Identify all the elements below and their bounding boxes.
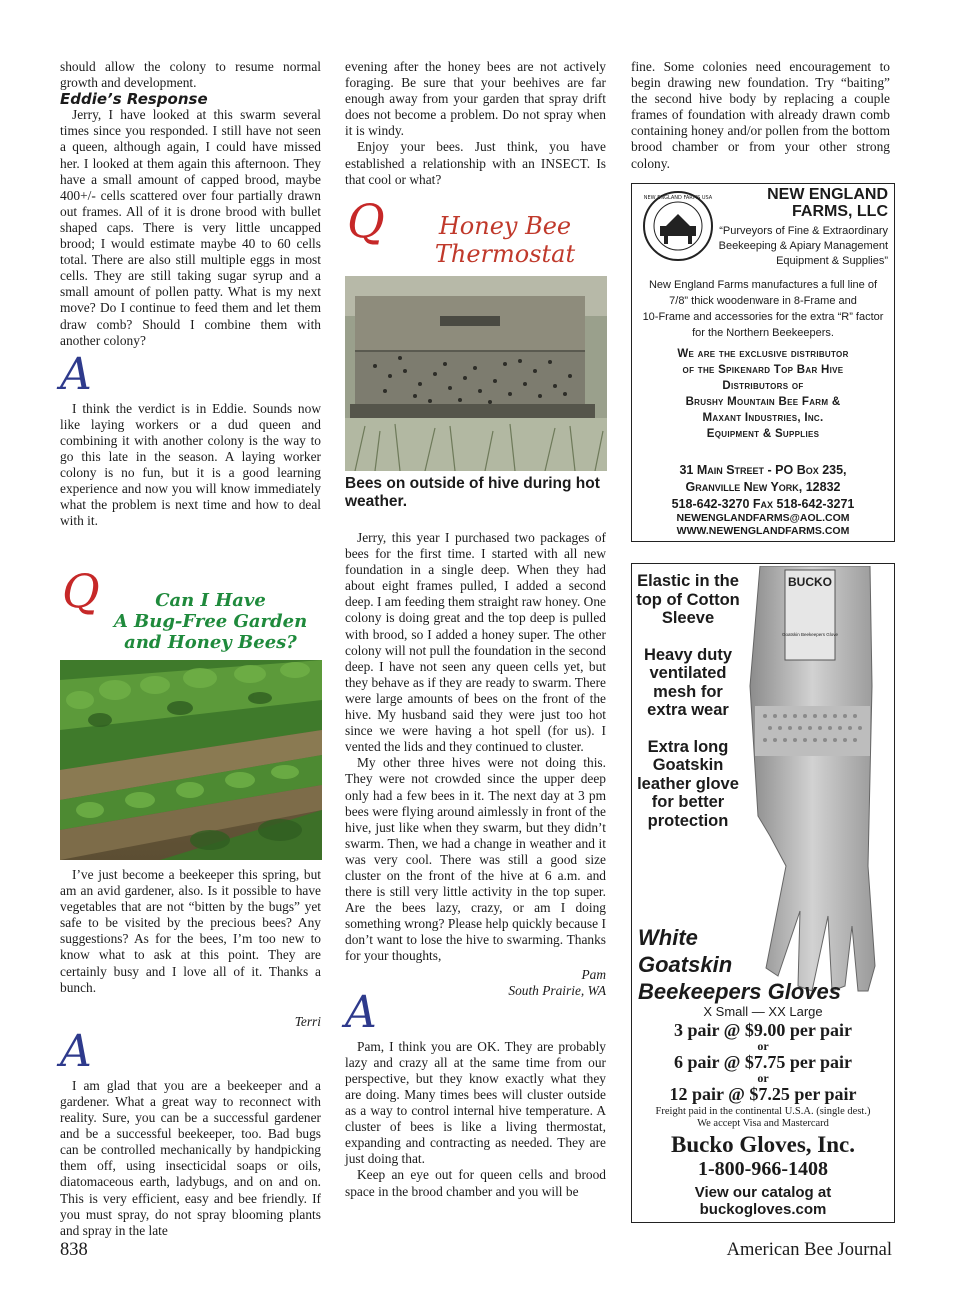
hive-photo (345, 276, 607, 471)
price-or: or (757, 1071, 769, 1085)
distributor-line: Equipment & Supplies (706, 428, 820, 440)
freight-text: Freight paid in the continental U.S.A. (single dest.) (655, 1106, 871, 1117)
company-name: Bucko Gloves, Inc. (670, 1132, 856, 1157)
address-line: Granville New York, 12832 (685, 480, 841, 494)
contact-info (634, 462, 892, 513)
price-tier: 12 pair @ $7.25 per pair (669, 1084, 857, 1104)
email-address: NEWENGLANDFARMS@AOL.COM (676, 512, 850, 524)
address-line: 31 Main Street - PO Box 235, (679, 463, 847, 477)
question-title (405, 212, 605, 268)
question-title-line: Can I Have (155, 590, 266, 611)
description-line: 10-Frame and accessories for the extra “R” factor (642, 311, 884, 323)
price-tier: 6 pair @ $7.75 per pair (673, 1052, 853, 1072)
feature-sleeve: Elastic in the top of Cotton Sleeve (636, 572, 740, 627)
distributor-line: Brushy Mountain Bee Farm & (685, 396, 841, 408)
paragraph: Pam, I think you are OK. They are probably lazy and crazy all at the same time from our perspective, but they know exactly what they are doing. Many times bees will cluster outside as a way to control internal hive temperature. A cluster of bees is like a living thermostat, expanding and contracting as needed. They are just doing that. (345, 1038, 606, 1167)
tagline-line: “Purveyors of Fine & Extraordinary (719, 225, 888, 237)
signature-location: South Prairie, WA (508, 982, 606, 998)
distributor-info (634, 346, 892, 442)
description-line: for the Northern Beekeepers. (692, 327, 834, 339)
journal-name: American Bee Journal (726, 1240, 892, 1260)
column-1-lower (60, 867, 321, 1239)
glove-features (634, 572, 742, 830)
new-england-farms-ad (631, 183, 895, 542)
phone-line: 518-642-3270 Fax 518-642-3271 (671, 497, 855, 511)
question-title-line: and Honey Bees? (124, 632, 297, 653)
price-tier: 3 pair @ $9.00 per pair (673, 1020, 853, 1040)
question-letter: Q (62, 564, 100, 618)
company-tagline (716, 224, 888, 269)
column-1 (60, 59, 321, 529)
paragraph: My other three hives were not doing this. They were not crowded since the upper deep only had a few bees in it. The next day at 3 pm bees were flying around aimlessly in front of the hive, just like when they swarm, but they didn’t swarm. Then, we had a change in weather and it was very cool. There was still a good size cluster on the front of the hive at 6 a.m. and there is still very little activity in the top super. Are the bees lazy, crazy, or am I doing something wrong? Please help quickly because I don’t want to lose the hive to swarming. Thanks for your thoughts, (345, 755, 606, 964)
question-heading-garden (60, 564, 321, 660)
paragraph: Jerry, this year I purchased two packages of bees for the first time. I started with all new foundation in a single deep. When they had about eight frames pulled, I added a second deep. I am feeding them straight raw honey. One colony is doing great and the top deep is pulled with brood, so I added a honey super. The other colony will not pull the foundation in the second deep. I have not seen any queen cells yet, but they behave as if they are ready to swarm. There were large amounts of bees on the front of the hive. My husband said they were just too hot since we were having a hot spell (for us). I vented the lids and they continued to cluster. (345, 530, 606, 755)
question-letter: Q (347, 194, 385, 248)
feature-mesh: Heavy duty ventilated mesh for extra wear (643, 645, 733, 719)
paragraph: I’ve just become a beekeeper this spring, but am an avid gardener, also. Is it possible to have vegetables that are not “bitten by the bugs” yet safe to be visited by the precious bees? Any suggestions? As for the bees, I’m too new to know what to ask at this point. They are certainly busy and I love all of it. Thanks a bunch. (60, 867, 321, 995)
tagline-line: Equipment & Supplies” (776, 255, 888, 267)
distributor-line: We are the exclusive distributor (677, 348, 849, 360)
answer-letter: A (345, 986, 377, 1038)
section-heading: Eddie’s Response (60, 90, 208, 109)
website-link[interactable]: buckogloves.com (699, 1201, 827, 1218)
question-title (100, 590, 321, 653)
question-title-line: A Bug-Free Garden (113, 611, 308, 632)
catalog-text: View our catalog at (694, 1184, 832, 1201)
paragraph: Enjoy your bees. Just think, you have established a relationship with an INSECT. Is that cool or what? (345, 139, 606, 187)
paragraph: I am glad that you are a beekeeper and a gardener. What a great way to reconnect with reality. Sure, you can be a successful gardener and be a successful beekeeper, too. Bad bugs can be controlled mechanically by handpicking them off, using insecticidal soaps or oils, diatomaceous earth, ladybugs, and on and on. This is very efficient, easy and bee friendly. If you must spray, do not spray blooming plants and spray in the late (60, 1077, 321, 1238)
product-title-line: Goatskin (638, 952, 733, 977)
label-brand: BUCKO (788, 575, 832, 589)
paragraph: evening after the honey bees are not actively foraging. Be sure that your beehives are far enough away from your garden that spray drift does not become a problem. Do not spray when it is windy. (345, 59, 606, 139)
product-title (638, 924, 888, 1005)
payment-text: We accept Visa and Mastercard (697, 1118, 829, 1129)
page-number: 838 (60, 1240, 88, 1260)
company-description (636, 277, 890, 341)
company-name-line: NEW ENGLAND (767, 186, 888, 203)
farm-logo-icon (642, 190, 714, 262)
catalog-info (632, 1184, 894, 1218)
bucko-gloves-ad (631, 563, 895, 1223)
feature-leather: Extra long Goatskin leather glove for better protection (637, 737, 739, 830)
phone-number: 1-800-966-1408 (698, 1158, 828, 1180)
column-3 (631, 59, 890, 172)
paragraph: should allow the colony to resume normal growth and development. (60, 59, 321, 91)
product-title-line: Beekeepers Gloves (638, 979, 842, 1004)
paragraph: Jerry, I have looked at this swarm several times since you responded. I still have not seen a queen, although again, I could have missed her. I looked at them again this afternoon. They have a small amount of capped brood, maybe 400+/- cells scattered over four partially drawn out frames. All of it is drone brood with bullet shaped caps. There is very little uncapped brood; I would estimate maybe 40 to 60 cells total. There are also still multiple eggs in most cells. They are still taking sugar syrup and a small amount of pollen patty. What is my next move? Do I continue to feed them and let them draw comb? Should I combine them with another colony? (60, 107, 321, 348)
logo-text: NEW ENGLAND FARMS USA (643, 195, 713, 201)
company-name-line: FARMS, LLC (792, 203, 888, 220)
answer-letter: A (60, 348, 92, 400)
question-title-line: Honey Bee (438, 212, 572, 240)
hive-image (345, 276, 607, 471)
question-heading-thermostat (345, 196, 607, 276)
signature: Terri (294, 1013, 321, 1029)
photo-caption: Bees on outside of hive during hot weather. (345, 475, 600, 510)
distributor-line: Maxant Industries, Inc. (702, 412, 824, 424)
paragraph: I think the verdict is in Eddie. Sounds now like laying workers or a dud queen and combining it with another colony is the way to go this late in the season. A laying worker colony is no fun, but it is a good learning experience and now you will know immediately what the problem is next time and how to deal with it. (60, 400, 321, 529)
product-title-line: White (638, 925, 698, 950)
size-range: X Small — XX Large (703, 1004, 823, 1019)
answer-letter: A (60, 1025, 92, 1077)
garden-photo (60, 660, 322, 860)
garden-image (60, 660, 322, 860)
website-address: WWW.NEWENGLANDFARMS.COM (676, 525, 850, 537)
paragraph: fine. Some colonies need encouragement to begin drawing new foundation. Try “baiting” the second hive body by replacing a couple frames of foundation with already drawn comb containing honey and/or pollen from the bottom brood chamber or from your other strong colony. (631, 59, 890, 171)
column-2-lower (345, 530, 606, 1200)
description-line: New England Farms manufactures a full line of (648, 279, 878, 291)
distributor-line: Distributors of (722, 380, 804, 392)
price-or: or (757, 1039, 769, 1053)
signature-name: Pam (581, 966, 606, 982)
tagline-line: Beekeeping & Apiary Management (718, 240, 888, 252)
description-line: 7/8” thick woodenware in 8-Frame and (669, 295, 857, 307)
distributor-line: of the Spikenard Top Bar Hive (682, 364, 844, 376)
shipping-info (632, 1106, 894, 1130)
label-text: Goatskin Beekeepers Glove (781, 632, 839, 637)
pricing (632, 1020, 894, 1104)
company-name (716, 186, 888, 220)
column-2 (345, 59, 606, 188)
paragraph: Keep an eye out for queen cells and brood space in the brood chamber and you will be (345, 1167, 606, 1199)
question-title-line: Thermostat (434, 240, 576, 268)
